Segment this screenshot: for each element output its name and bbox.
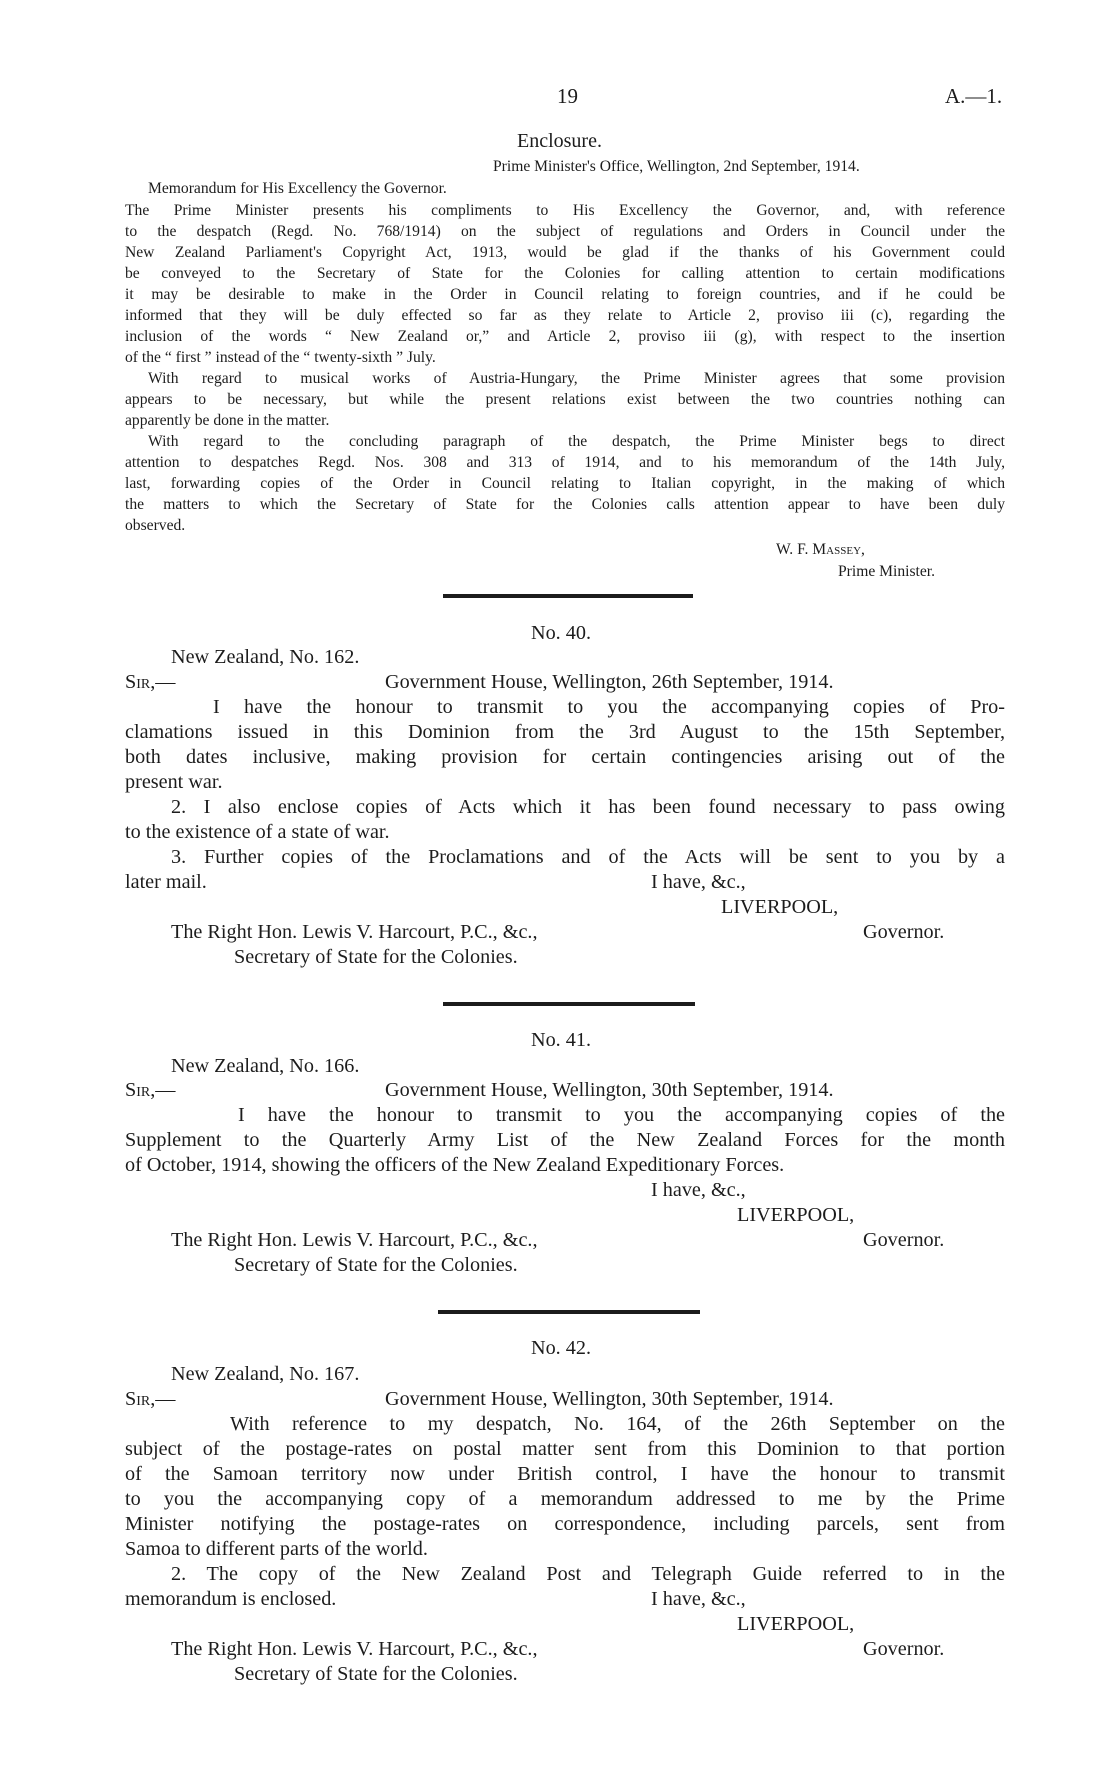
no40-line: later mail. <box>125 871 207 893</box>
no42-line: of the Samoan territory now under British control, I have the honour to transmit <box>125 1463 1005 1485</box>
no42-dateline: Government House, Wellington, 30th September, 1914. <box>385 1388 834 1410</box>
signature-title: Prime Minister. <box>838 563 936 580</box>
no41-signer-title: Governor. <box>863 1229 945 1251</box>
no41-salutation: Sir,— <box>125 1079 176 1101</box>
no41-dateline: Government House, Wellington, 30th September, 1914. <box>385 1079 834 1101</box>
no40-line: 3. Further copies of the Proclamations and of the Acts will be sent to you by a <box>171 846 1005 868</box>
no40-salutation: Sir,— <box>125 671 176 693</box>
section-divider <box>438 1310 700 1314</box>
no40-signer: LIVERPOOL, <box>721 896 839 918</box>
no40-line: 2. I also enclose copies of Acts which it has been found necessary to pass owing <box>171 796 1005 818</box>
enclosure-line: it may be desirable to make in the Order in Council relating to foreign countries, and if he could be <box>125 286 1005 303</box>
no40-addressee-title: Secretary of State for the Colonies. <box>234 946 518 968</box>
no41-closing: I have, &c., <box>651 1179 746 1201</box>
enclosure-line: The Prime Minister presents his compliments to His Excellency the Governor, and, with reference <box>125 202 1005 219</box>
enclosure-line: to the despatch (Regd. No. 768/1914) on the subject of regulations and Orders in Council under the <box>125 223 1005 240</box>
no42-ref: New Zealand, No. 167. <box>171 1363 360 1385</box>
enclosure-dateline: Prime Minister's Office, Wellington, 2nd September, 1914. <box>493 158 860 175</box>
no42-line: Samoa to different parts of the world. <box>125 1538 428 1560</box>
no42-line: 2. The copy of the New Zealand Post and Telegraph Guide referred to in the <box>171 1563 1005 1585</box>
enclosure-line: of the “ first ” instead of the “ twenty-sixth ” July. <box>125 349 436 366</box>
no41-line: Supplement to the Quarterly Army List of the New Zealand Forces for the month <box>125 1129 1005 1151</box>
no42-closing: I have, &c., <box>651 1588 746 1610</box>
enclosure-line: New Zealand Parliament's Copyright Act, 1913, would be glad if the thanks of his Government could <box>125 244 1005 261</box>
no40-dateline: Government House, Wellington, 26th September, 1914. <box>385 671 834 693</box>
enclosure-line: be conveyed to the Secretary of State for the Colonies for calling attention to certain modifications <box>125 265 1005 282</box>
section-ref: A.—1. <box>945 84 1003 108</box>
no40-line: to the existence of a state of war. <box>125 821 390 843</box>
no40-addressee: The Right Hon. Lewis V. Harcourt, P.C., &c., <box>171 921 538 943</box>
no42-addressee-title: Secretary of State for the Colonies. <box>234 1663 518 1685</box>
no42-number: No. 42. <box>531 1337 592 1359</box>
enclosure-line: inclusion of the words “ New Zealand or,” and Article 2, proviso iii (g), with respect to the insertion <box>125 328 1005 345</box>
enclosure-line: apparently be done in the matter. <box>125 412 330 429</box>
enclosure-line: appears to be necessary, but while the present relations exist between the two countries nothing can <box>125 391 1005 408</box>
enclosure-heading: Enclosure. <box>517 130 602 152</box>
no40-line: both dates inclusive, making provision for certain contingencies arising out of the <box>125 746 1005 768</box>
no40-line: present war. <box>125 771 223 793</box>
no41-number: No. 41. <box>531 1029 592 1051</box>
no41-ref: New Zealand, No. 166. <box>171 1055 360 1077</box>
section-divider <box>443 1002 695 1006</box>
no42-signer-title: Governor. <box>863 1638 945 1660</box>
no41-line: of October, 1914, showing the officers of the New Zealand Expeditionary Forces. <box>125 1154 785 1176</box>
no42-addressee: The Right Hon. Lewis V. Harcourt, P.C., &c., <box>171 1638 538 1660</box>
enclosure-line: With regard to musical works of Austria-Hungary, the Prime Minister agrees that some provision <box>148 370 1005 387</box>
enclosure-line: last, forwarding copies of the Order in Council relating to Italian copyright, in the making of which <box>125 475 1005 492</box>
memo-line: Memorandum for His Excellency the Governor. <box>148 180 447 197</box>
section-divider <box>443 594 693 598</box>
no42-signer: LIVERPOOL, <box>737 1613 855 1635</box>
enclosure-line: informed that they will be duly effected so far as they relate to Article 2, proviso iii (c), regarding the <box>125 307 1005 324</box>
no42-salutation: Sir,— <box>125 1388 176 1410</box>
no42-line: subject of the postage-rates on postal matter sent from this Dominion to that portion <box>125 1438 1005 1460</box>
no42-line: memorandum is enclosed. <box>125 1588 337 1610</box>
signature-name: W. F. Massey, <box>776 541 865 558</box>
no40-number: No. 40. <box>531 622 592 644</box>
no42-line: Minister notifying the postage-rates on correspondence, including parcels, sent from <box>125 1513 1005 1535</box>
enclosure-line: attention to despatches Regd. Nos. 308 and 313 of 1914, and to his memorandum of the 14th July, <box>125 454 1005 471</box>
no41-addressee-title: Secretary of State for the Colonies. <box>234 1254 518 1276</box>
no42-line: With reference to my despatch, No. 164, of the 26th September on the <box>230 1413 1005 1435</box>
no40-signer-title: Governor. <box>863 921 945 943</box>
no42-line: to you the accompanying copy of a memorandum addressed to me by the Prime <box>125 1488 1005 1510</box>
no40-closing: I have, &c., <box>651 871 746 893</box>
enclosure-line: observed. <box>125 517 186 534</box>
no40-line: I have the honour to transmit to you the accompanying copies of Pro- <box>213 696 1005 718</box>
enclosure-line: With regard to the concluding paragraph of the despatch, the Prime Minister begs to direct <box>148 433 1005 450</box>
no41-line: I have the honour to transmit to you the accompanying copies of the <box>238 1104 1005 1126</box>
no41-signer: LIVERPOOL, <box>737 1204 855 1226</box>
no40-ref: New Zealand, No. 162. <box>171 646 360 668</box>
no40-line: clamations issued in this Dominion from the 3rd August to the 15th September, <box>125 721 1005 743</box>
page-number: 19 <box>557 84 578 108</box>
no41-addressee: The Right Hon. Lewis V. Harcourt, P.C., &c., <box>171 1229 538 1251</box>
enclosure-line: the matters to which the Secretary of State for the Colonies calls attention appear to have been duly <box>125 496 1005 513</box>
